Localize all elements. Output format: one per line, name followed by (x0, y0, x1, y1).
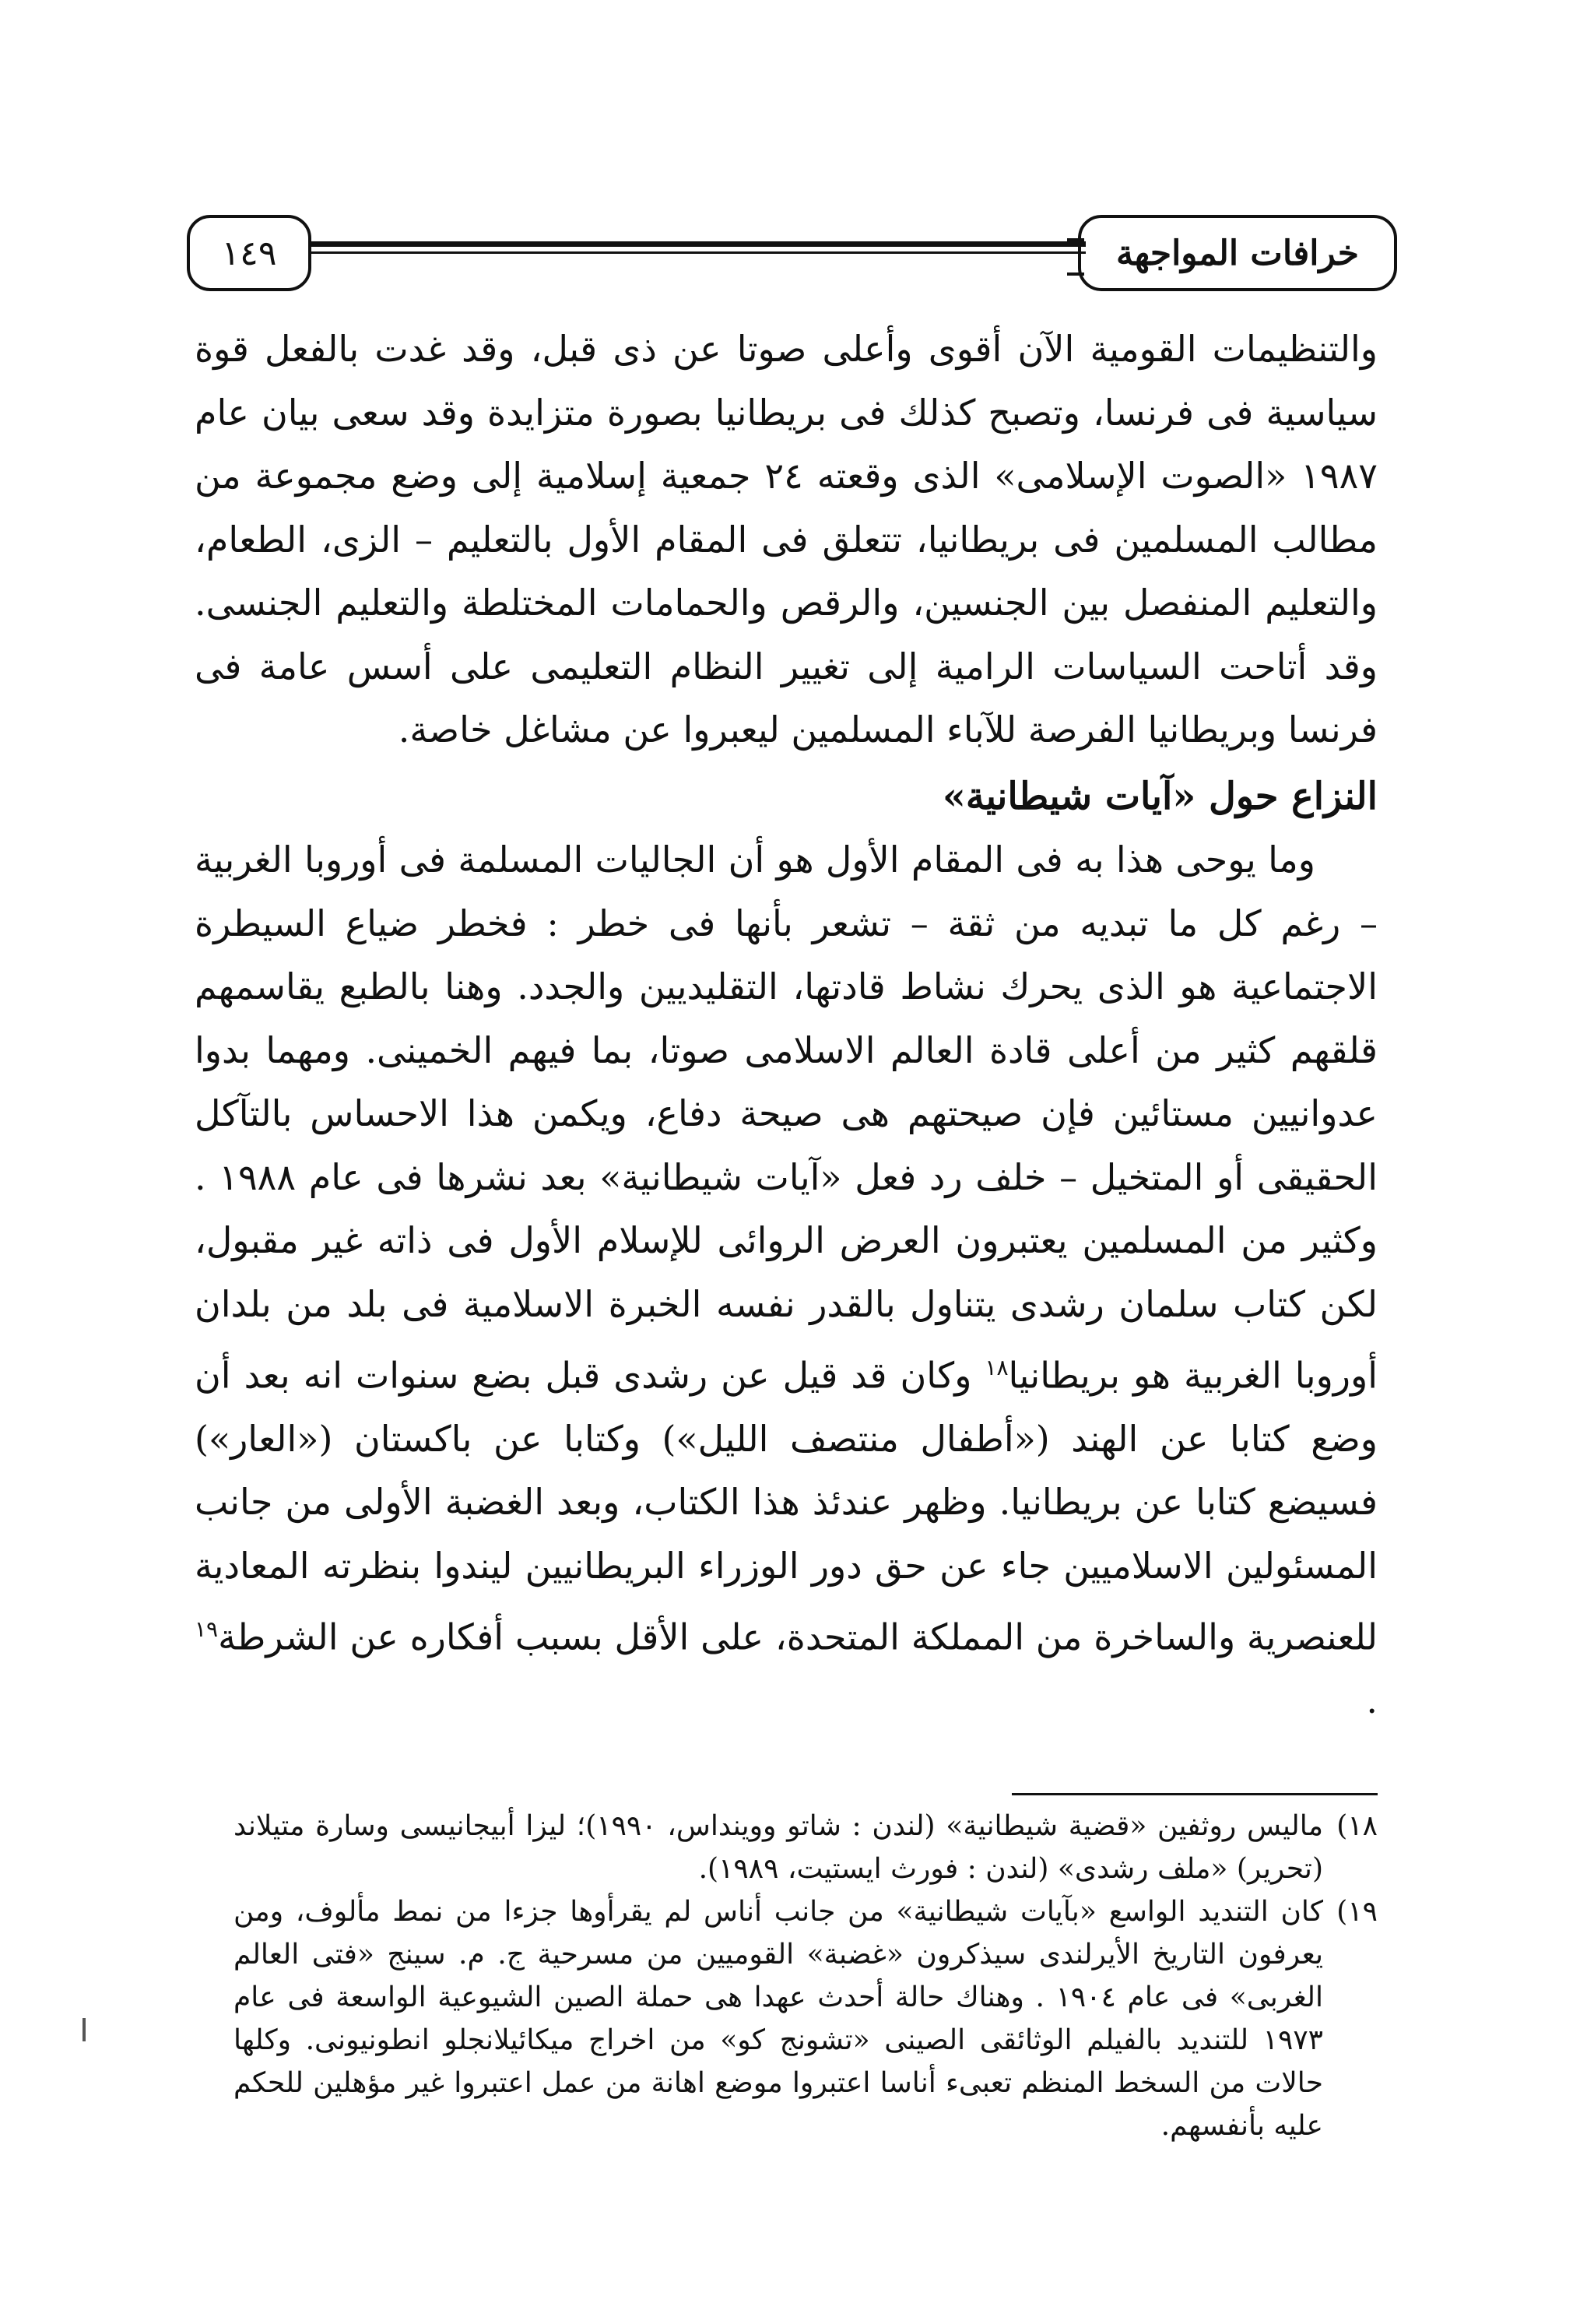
footnote-ref-18: ١٨ (985, 1355, 1009, 1380)
footnote-separator (1012, 1793, 1378, 1795)
page-header (187, 209, 1397, 294)
footnote-19 (233, 1890, 1378, 2147)
running-title: خرافات المواجهة (1078, 215, 1397, 291)
footnote-ref-19: ١٩ (195, 1616, 219, 1643)
section-heading: النزاع حول «آيات شيطانية» (942, 774, 1378, 818)
footnote-number: ١٨) (1336, 1810, 1378, 1842)
paragraph-2-text: وما يوحى هذا به فى المقام الأول هو أن الجاليات المسلمة فى أوروبا الغربية – رغم كل ما تبديه من ثقة – تشعر بأنها فى خطر : فخطر ضياع السيطرة الاجتماعية هو الذى يحرك نشاط قادتها، التقليديين والجدد. وهنا بالطبع يقاسمهم قلقهم كثير من أعلى قادة العالم الاسلامى صوتا، بما فيهم الخمينى. ومهما بدوا عدوانيين مستائين فإن صيحتهم هى صيحة دفاع، ويكمن هذا الاحساس بالتآكل الحقيقى أو المتخيل – خلف رد فعل «آيات شيطانية» بعد نشرها فى عام ١٩٨٨ . وكثير من المسلمين يعتبرون العرض الروائى للإسلام الأول فى ذاته غير مقبول، لكن كتاب سلمان رشدى يتناول بالقدر نفسه الخبرة الاسلامية فى بلد من بلدان أوروبا الغربية هو بريطانيا (195, 839, 1378, 1397)
footnote-number: ١٩) (1336, 1896, 1378, 1928)
paragraph-1: والتنظيمات القومية الآن أقوى وأعلى صوتا عن ذى قبل، وقد غدت بالفعل قوة سياسية فى فرنسا، وتصبح كذلك فى بريطانيا بصورة متزايدة وقد سعى بيان عام ١٩٨٧ «الصوت الإسلامى» الذى وقعته ٢٤ جمعية إسلامية إلى وضع مجموعة من مطالب المسلمين فى بريطانيا، تتعلق فى المقام الأول بالتعليم – الزى، الطعام، والتعليم المنفصل بين الجنسين، والرقص والحمامات المختلطة والتعليم الجنسى. وقد أتاحت السياسات الرامية إلى تغيير النظام التعليمى على أسس عامة فى فرنسا وبريطانيا الفرصة للآباء المسلمين ليعبروا عن مشاغل خاصة. (195, 328, 1378, 751)
page-number: ١٤٩ (187, 215, 311, 291)
margin-mark (83, 2018, 86, 2041)
paragraph-2-continued: وكان قد قيل عن رشدى قبل بضع سنوات انه بعد أن وضع كتابا عن الهند («أطفال منتصف الليل») وكتابا عن باكستان («العار») فسيضع كتابا عن بريطانيا. وظهر عندئذ هذا الكتاب، وبعد الغضبة الأولى من جانب المسئولين الاسلاميين جاء عن حق دور الوزراء البريطانيين ليندوا بنظرته المعادية للعنصرية والساخرة من المملكة المتحدة، على الأقل بسبب أفكاره عن الشرطة (195, 1354, 1378, 1658)
paragraph-2 (195, 828, 1378, 1733)
paragraph-2-end: . (1366, 1679, 1378, 1722)
footnote-18 (233, 1805, 1378, 1890)
footnote-text: ماليس روثفين «قضية شيطانية» (لندن : شاتو ووينداس، ١٩٩٠)؛ ليزا أبيجانيسى وسارة متيلاند (تحرير) «ملف رشدى» (لندن : فورث ايستيت، ١٩٨٩). (233, 1810, 1323, 1885)
footnotes (233, 1805, 1378, 2147)
header-rule (311, 241, 1086, 254)
body-text (195, 318, 1378, 1733)
footnote-text: كان التنديد الواسع «بآيات شيطانية» من جانب أناس لم يقرأوها جزءا من نمط مألوف، ومن يعرفون التاريخ الأيرلندى سيذكرون «غضبة» القوميين من مسرحية ج. م. سينج «فتى العالم الغربى» فى عام ١٩٠٤ . وهناك حالة أحدث عهدا هى حملة الصين الشيوعية الواسعة فى عام ١٩٧٣ للتنديد بالفيلم الوثائقى الصينى «تشونج كو» من اخراج ميكائيلانجلو انطونيونى. وكلها حالات من السخط المنظم تعبىء أناسا اعتبروا موضع اهانة من عمل اعتبروا غير مؤهلين للحكم عليه بأنفسهم. (233, 1896, 1323, 2142)
